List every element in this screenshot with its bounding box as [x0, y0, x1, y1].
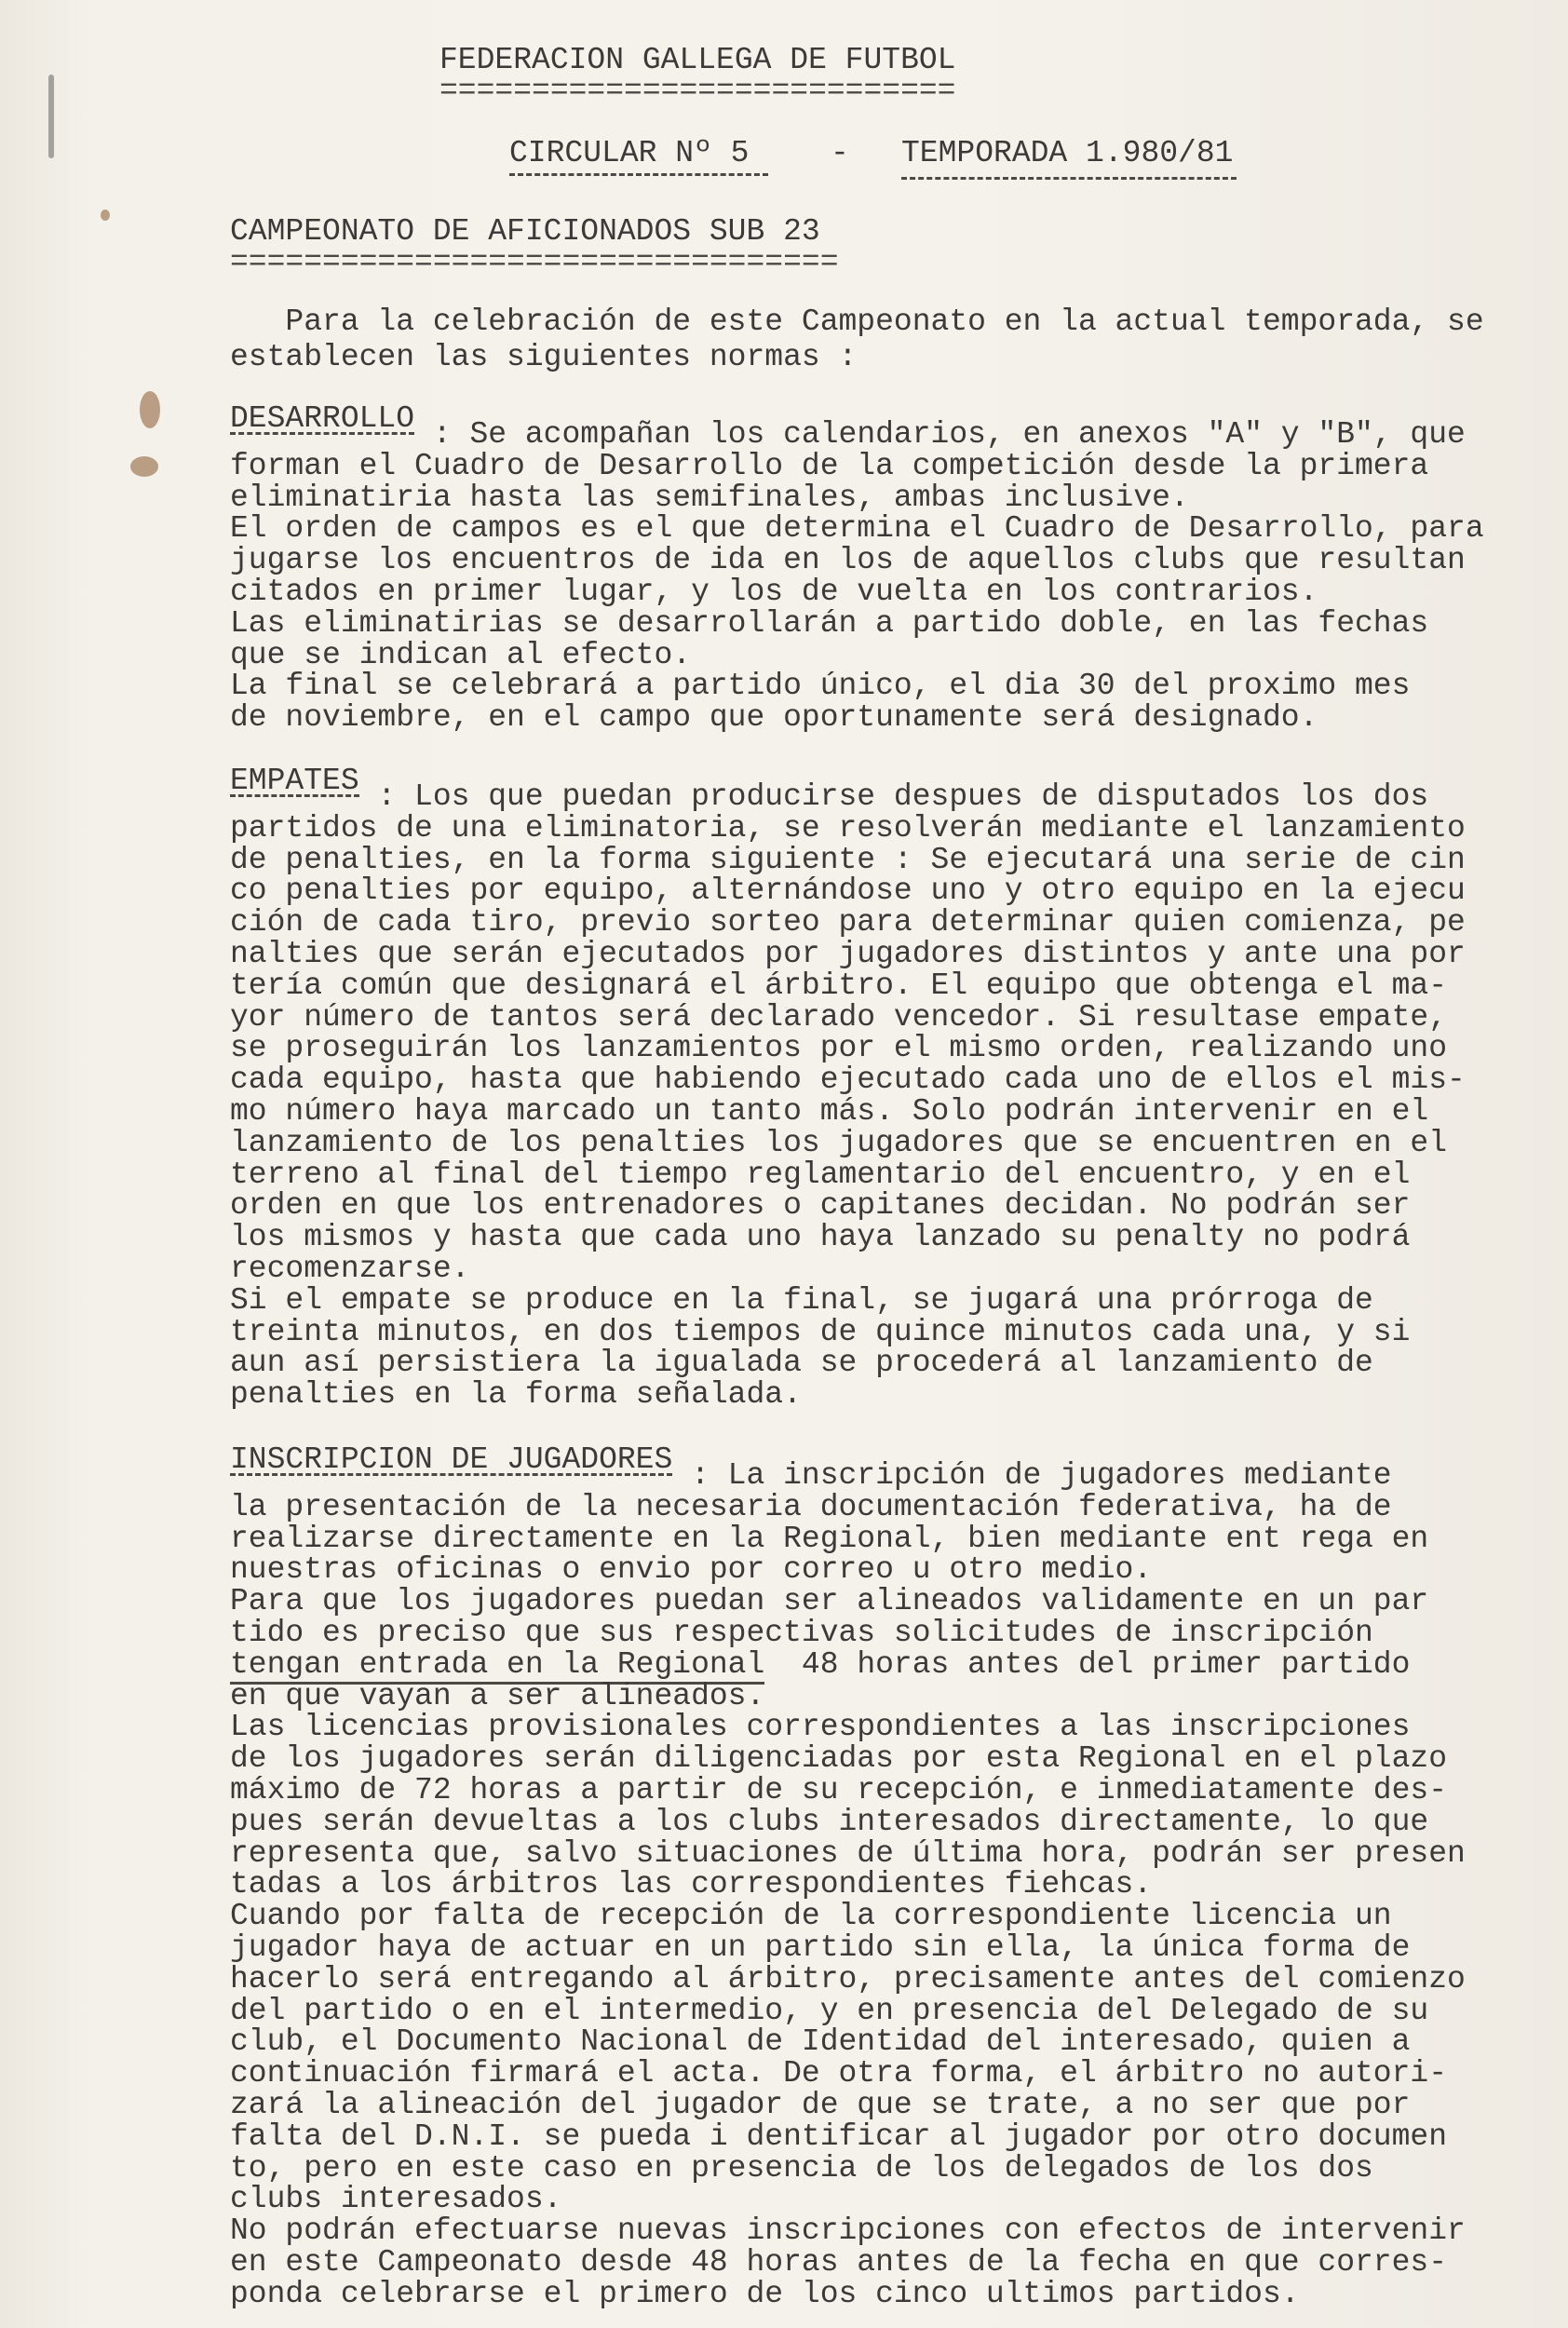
- line-text: ponda celebrarse el primero de los cinco ultimos partidos.: [230, 2276, 1300, 2311]
- line-text: nalties que serán ejecutados por jugadores distintos y ante una por: [230, 936, 1466, 971]
- text-line: [230, 1993, 1466, 2028]
- line-text: forman el Cuadro de Desarrollo de la competición desde la primera: [230, 448, 1429, 483]
- organization-title: FEDERACION GALLEGA DE FUTBOL: [439, 43, 956, 77]
- section-desarrollo: [230, 403, 1484, 734]
- line-text: hacerlo será entregando al árbitro, precisamente antes del comienzo: [230, 1961, 1466, 1996]
- text-line: [230, 513, 1484, 545]
- text-line: [230, 1282, 1466, 1318]
- line-text: treinta minutos, en dos tiempos de quince minutos cada una, y si: [230, 1314, 1411, 1349]
- text-line: [230, 2150, 1466, 2186]
- line-text: clubs interesados.: [230, 2182, 562, 2217]
- text-line: [230, 1617, 1466, 1649]
- circular-underline: [509, 153, 768, 176]
- section-heading: INSCRIPCION DE JUGADORES: [230, 1442, 673, 1477]
- text-line: [230, 1159, 1466, 1191]
- text-line: [230, 970, 1466, 1002]
- text-line: [230, 482, 1484, 514]
- stain: [140, 391, 160, 428]
- line-text: Si el empate se produce en la final, se jugará una prórroga de: [230, 1282, 1373, 1318]
- title-separator: -: [831, 136, 849, 170]
- line-text: recomenzarse.: [230, 1251, 470, 1286]
- text-line: [230, 1064, 1466, 1096]
- text-line: [230, 1772, 1466, 1807]
- text-line: [230, 1222, 1466, 1253]
- text-line: [230, 842, 1466, 877]
- line-text: mo número haya marcado un tanto más. Solo podrán intervenir en el: [230, 1093, 1429, 1129]
- text-line: [230, 1347, 1466, 1379]
- line-text: Las licencias provisionales correspondientes a las inscripciones: [230, 1710, 1411, 1745]
- text-line: [230, 1125, 1466, 1160]
- line-text: tadas a los árbitros las correspondientes fiehcas.: [230, 1867, 1153, 1902]
- line-text: El orden de campos es el que determina el Cuadro de Desarrollo, para: [230, 511, 1484, 547]
- heading-underline: [230, 781, 359, 797]
- line-text: lanzamiento de los penalties los jugadores que se encuentren en el: [230, 1125, 1448, 1160]
- line-text: Cuando por falta de recepción de la correspondiente licencia un: [230, 1899, 1392, 1934]
- section-first-line: [230, 1460, 1466, 1492]
- text-line: [230, 810, 1466, 846]
- text-line: [230, 1835, 1466, 1871]
- underlined-text: tengan entrada en la Regional: [230, 1647, 764, 1685]
- text-line: [230, 2087, 1466, 2122]
- line-text: de los jugadores serán diligenciadas por esta Regional en el plazo: [230, 1741, 1448, 1777]
- line-text: co penalties por equipo, alternándose uno y otro equipo en la ejecu: [230, 873, 1466, 909]
- heading-underline: [230, 1460, 672, 1476]
- text-line: [230, 1314, 1466, 1349]
- line-text: se proseguirán los lanzamientos por el mismo orden, realizando uno: [230, 1031, 1448, 1066]
- text-line: [230, 1253, 1466, 1285]
- text-line: [230, 1646, 1466, 1682]
- line-text: : Se acompañan los calendarios, en anexos "A" y "B", que: [432, 417, 1466, 452]
- line-text: tido es preciso que sus respectivas solicitudes de inscripción: [230, 1615, 1373, 1650]
- text-line: [230, 2244, 1466, 2280]
- line-text: cada equipo, hasta que habiendo ejecutado cada uno de ellos el mis-: [230, 1062, 1466, 1098]
- title-double-underline: ============================: [439, 74, 956, 108]
- text-line: [230, 1093, 1466, 1129]
- text-line: [230, 1554, 1466, 1586]
- line-text: realizarse directamente en la Regional, bien mediante ent rega en: [230, 1521, 1429, 1556]
- text-line: [230, 448, 1484, 483]
- line-text: No podrán efectuarse nuevas inscripciones con efectos de intervenir: [230, 2213, 1466, 2249]
- line-text: en este Campeonato desde 48 horas antes de la fecha en que corres-: [230, 2244, 1448, 2280]
- text-line: [230, 2276, 1466, 2311]
- text-line: [230, 1743, 1466, 1775]
- championship-title: CAMPEONATO DE AFICIONADOS SUB 23: [230, 214, 820, 249]
- line-text: yor número de tantos será declarado vencedor. Si resultase empate,: [230, 999, 1448, 1035]
- line-text: penalties en la forma señalada.: [230, 1377, 802, 1413]
- text-line: [230, 1586, 1466, 1617]
- line-text: eliminatiria hasta las semifinales, ambas inclusive.: [230, 480, 1189, 515]
- circular-number: CIRCULAR Nº 5: [509, 136, 750, 170]
- line-text: continuación firmará el acta. De otra forma, el árbitro no autori-: [230, 2056, 1448, 2091]
- stain: [130, 456, 158, 477]
- season-underline: [901, 156, 1237, 180]
- season-label: TEMPORADA 1.980/81: [901, 136, 1234, 170]
- stain: [48, 74, 54, 158]
- text-line: [230, 2118, 1466, 2154]
- text-line: [230, 2026, 1466, 2058]
- text-line: [230, 2215, 1466, 2247]
- line-text: citados en primer lugar, y los de vuelta en los contrarios.: [230, 574, 1318, 609]
- line-text: partidos de una eliminatoria, se resolverán mediante el lanzamiento: [230, 810, 1466, 846]
- line-text: máximo de 72 horas a partir de su recepción, e inmediatamente des-: [230, 1772, 1448, 1807]
- line-text: to, pero en este caso en presencia de los delegados de los dos: [230, 2150, 1373, 2186]
- line-text: Para que los jugadores puedan ser alineados validamente en un par: [230, 1584, 1429, 1619]
- line-text: falta del D.N.I. se pueda i dentificar al jugador por otro documen: [230, 2118, 1448, 2154]
- heading-underline: [230, 419, 414, 435]
- championship-double-underline: =================================: [230, 245, 839, 279]
- text-line: [230, 1961, 1466, 1996]
- line-text: tería común que designará el árbitro. El equipo que obtenga el ma-: [230, 968, 1448, 1003]
- text-line: [230, 1712, 1466, 1743]
- line-text: : La inscripción de jugadores mediante: [691, 1458, 1392, 1493]
- line-text: de penalties, en la forma siguiente : Se ejecutará una serie de cin: [230, 842, 1466, 877]
- text-line: [230, 1033, 1466, 1064]
- intro-line: Para la celebración de este Campeonato en la actual temporada, se: [230, 305, 1484, 339]
- text-line: [230, 1489, 1466, 1524]
- section-first-line: [230, 781, 1466, 813]
- text-line: [230, 1804, 1466, 1839]
- line-text: representa que, salvo situaciones de última hora, podrán ser presen: [230, 1835, 1466, 1871]
- section-empates: [230, 765, 1466, 1411]
- line-text: aun así persistiera la igualada se procederá al lanzamiento de: [230, 1346, 1373, 1381]
- line-text: nuestras oficinas o envio por correo u otro medio.: [230, 1552, 1153, 1588]
- text-line: [230, 875, 1466, 907]
- text-line: [230, 670, 1484, 702]
- text-line: [230, 1869, 1466, 1901]
- line-text: : Los que puedan producirse despues de disputados los dos: [377, 779, 1429, 814]
- line-text: pues serán devueltas a los clubs interesados directamente, lo que: [230, 1804, 1429, 1839]
- text-line: [230, 1678, 1466, 1713]
- text-line: [230, 637, 1484, 672]
- text-line: [230, 1929, 1466, 1965]
- line-text: que se indican al efecto.: [230, 637, 692, 672]
- section-heading: EMPATES: [230, 764, 359, 798]
- line-text: club, el Documento Nacional de Identidad del interesado, quien a: [230, 2024, 1411, 2060]
- line-text: la presentación de la necesaria documentación federativa, ha de: [230, 1489, 1392, 1524]
- line-text: orden en que los entrenadores o capitanes decidan. No podrán ser: [230, 1188, 1411, 1224]
- line-text: del partido o en el intermedio, y en presencia del Delegado de su: [230, 1993, 1429, 2028]
- text-line: [230, 702, 1484, 734]
- text-line: [230, 1379, 1466, 1411]
- text-line: [230, 2184, 1466, 2215]
- text-line: [230, 2058, 1466, 2090]
- line-text: jugarse los encuentros de ida en los de aquellos clubs que resultan: [230, 543, 1466, 578]
- section-first-line: [230, 419, 1484, 451]
- text-line: [230, 907, 1466, 939]
- text-line: [230, 999, 1466, 1035]
- text-line: [230, 605, 1484, 641]
- line-text: La final se celebrará a partido único, el dia 30 del proximo mes: [230, 669, 1411, 704]
- line-text: ción de cada tiro, previo sorteo para determinar quien comienza, pe: [230, 905, 1466, 941]
- line-text: los mismos y hasta que cada uno haya lanzado su penalty no podrá: [230, 1220, 1411, 1255]
- line-text: jugador haya de actuar en un partido sin ella, la única forma de: [230, 1929, 1411, 1965]
- text-line: [230, 1190, 1466, 1222]
- text-line: [230, 1901, 1466, 1932]
- text-line: [230, 545, 1484, 576]
- text-line: [230, 576, 1484, 608]
- text-line: [230, 1523, 1466, 1555]
- line-text: Las eliminatirias se desarrollarán a partido doble, en las fechas: [230, 605, 1429, 641]
- line-text: de noviembre, en el campo que oportunamente será designado.: [230, 700, 1318, 736]
- line-text: en que vayan a ser alineados.: [230, 1678, 765, 1713]
- line-text: 48 horas antes del primer partido: [764, 1646, 1411, 1682]
- intro-line: establecen las siguientes normas :: [230, 340, 858, 374]
- section-inscripcion-de-jugadores: [230, 1444, 1466, 2310]
- text-line: [230, 936, 1466, 971]
- line-text: zará la alineación del jugador de que se trate, a no ser que por: [230, 2087, 1411, 2122]
- line-text: terreno al final del tiempo reglamentario del encuentro, y en el: [230, 1157, 1411, 1192]
- stain: [101, 210, 110, 221]
- section-heading: DESARROLLO: [230, 401, 415, 436]
